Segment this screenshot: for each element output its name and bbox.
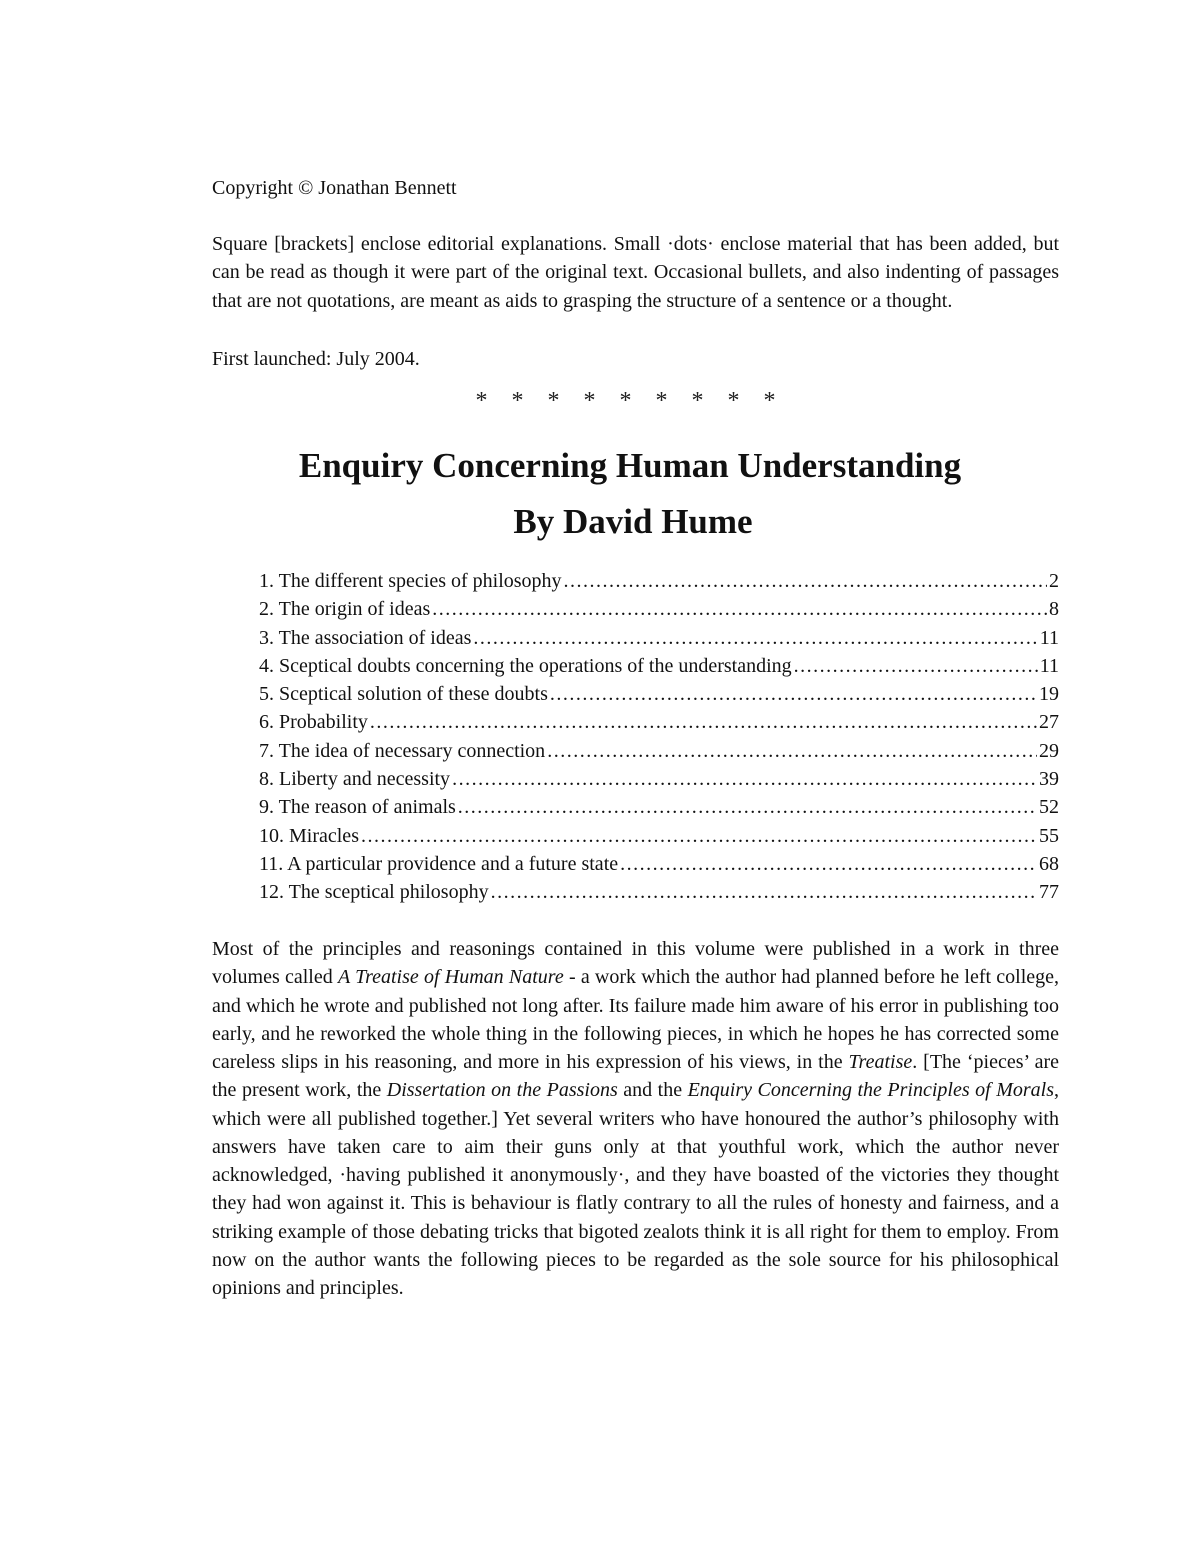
launch-date: First launched: July 2004. (212, 348, 420, 370)
treatise-short-title: Treatise (848, 1051, 913, 1073)
toc-leader-dots (491, 878, 1037, 906)
toc-leader-dots (473, 624, 1037, 652)
toc-entry-label: 4. Sceptical doubts concerning the operations of the understanding (259, 654, 792, 677)
copyright-notice: Copyright © Jonathan Bennett (212, 177, 457, 199)
toc-entry-11[interactable] (259, 850, 1059, 878)
toc-entry-label: 3. The association of ideas (259, 626, 472, 649)
dissertation-title: Dissertation on the Passions (386, 1079, 618, 1102)
toc-entry-page: 68 (1039, 852, 1059, 875)
toc-entry-page: 29 (1039, 739, 1059, 762)
toc-entry-8[interactable] (259, 765, 1059, 793)
preface-text-2: - a work which the author had planned before he left college, and which he wrote and published not long after. Its failure made him aware of his error in publishing too early, and he reworked the whole thing in the following pieces, in which he hopes he has corrected some careless slips in his reasoning, and more in his expression of his views, in the (212, 966, 1060, 1073)
toc-entry-page: 11 (1039, 654, 1059, 677)
section-separator: * * * * * * * * * (475, 388, 785, 414)
toc-leader-dots (370, 708, 1037, 736)
editorial-notes-text: Square [brackets] enclose editorial explanations. Small ·dots· enclose material that has been added, but can be read as though it were part of the original text. Occasional bullets, and also indenting of passages that are not quotations, are meant as aids to grasping the structure of a sentence or a thought. (212, 233, 1059, 312)
toc-entry-page: 11 (1039, 626, 1059, 649)
toc-entry-4[interactable] (259, 652, 1059, 680)
toc-entry-7[interactable] (259, 737, 1059, 765)
preface-paragraph (212, 935, 1059, 1302)
toc-leader-dots (550, 680, 1037, 708)
toc-entry-page: 2 (1049, 570, 1059, 592)
table-of-contents (259, 567, 1059, 907)
toc-entry-6[interactable] (259, 708, 1059, 736)
toc-entry-page: 55 (1039, 824, 1059, 847)
toc-entry-label: 9. The reason of animals (259, 796, 456, 819)
toc-entry-5[interactable] (259, 680, 1059, 708)
toc-entry-page: 19 (1039, 683, 1059, 706)
toc-leader-dots (458, 793, 1037, 821)
toc-entry-2[interactable] (259, 595, 1059, 623)
toc-entry-page: 52 (1039, 796, 1059, 819)
toc-entry-page: 8 (1049, 598, 1059, 621)
toc-entry-page: 77 (1039, 881, 1059, 904)
toc-entry-label: 7. The idea of necessary connection (259, 739, 546, 762)
toc-entry-label: 12. The sceptical philosophy (259, 881, 489, 904)
toc-leader-dots (547, 737, 1037, 765)
preface-text-1: Most of the principles and reasonings contained in this volume were published in a work in three volumes called (212, 938, 1059, 989)
toc-entry-label: 6. Probability (259, 711, 368, 734)
toc-entry-label: 5. Sceptical solution of these doubts (259, 683, 548, 706)
toc-entry-label: 10. Miracles (259, 824, 359, 847)
editorial-notes (212, 230, 1059, 315)
toc-entry-label: 2. The origin of ideas (259, 598, 431, 621)
preface-text-5: , which were all published together.] Yet several writers who have honoured the author’s philosophy with answers have taken care to aim their guns only at that youthful work, which the author never acknowledged, ·having published it anonymously·, and they have boasted of the victories they thought they had won against it. This is behaviour is flatly contrary to all the rules of honesty and fairness, and a striking example of those debating tricks that bigoted zealots think it is all right for them to employ. From now on the author wants the following pieces to be regarded as the sole source for his philosophical opinions and principles. (212, 1079, 1059, 1299)
toc-leader-dots (794, 652, 1038, 680)
toc-entry-1[interactable] (259, 567, 1059, 595)
toc-entry-10[interactable] (259, 822, 1059, 850)
toc-entry-label: 1. The different species of philosophy (259, 570, 562, 592)
toc-entry-12[interactable] (259, 878, 1059, 906)
toc-leader-dots (620, 850, 1037, 878)
toc-leader-dots (432, 595, 1047, 623)
treatise-title: A Treatise of Human Nature (337, 966, 564, 989)
book-author: By David Hume (513, 502, 753, 541)
preface-text-4: and the (617, 1079, 688, 1102)
toc-leader-dots (452, 765, 1037, 793)
toc-entry-label: 11. A particular providence and a future state (259, 852, 619, 875)
toc-entry-3[interactable] (259, 624, 1059, 652)
enquiry-morals-title: Enquiry Concerning the Principles of Morals (687, 1079, 1054, 1102)
preface-text-3: . [The ‘pieces’ are the present work, the (212, 1051, 1059, 1102)
toc-leader-dots (564, 567, 1047, 595)
toc-entry-page: 27 (1039, 711, 1059, 734)
toc-leader-dots (361, 822, 1037, 850)
book-title: Enquiry Concerning Human Understanding (298, 446, 962, 485)
toc-entry-9[interactable] (259, 793, 1059, 821)
toc-entry-page: 39 (1039, 768, 1059, 791)
toc-entry-label: 8. Liberty and necessity (259, 768, 451, 791)
